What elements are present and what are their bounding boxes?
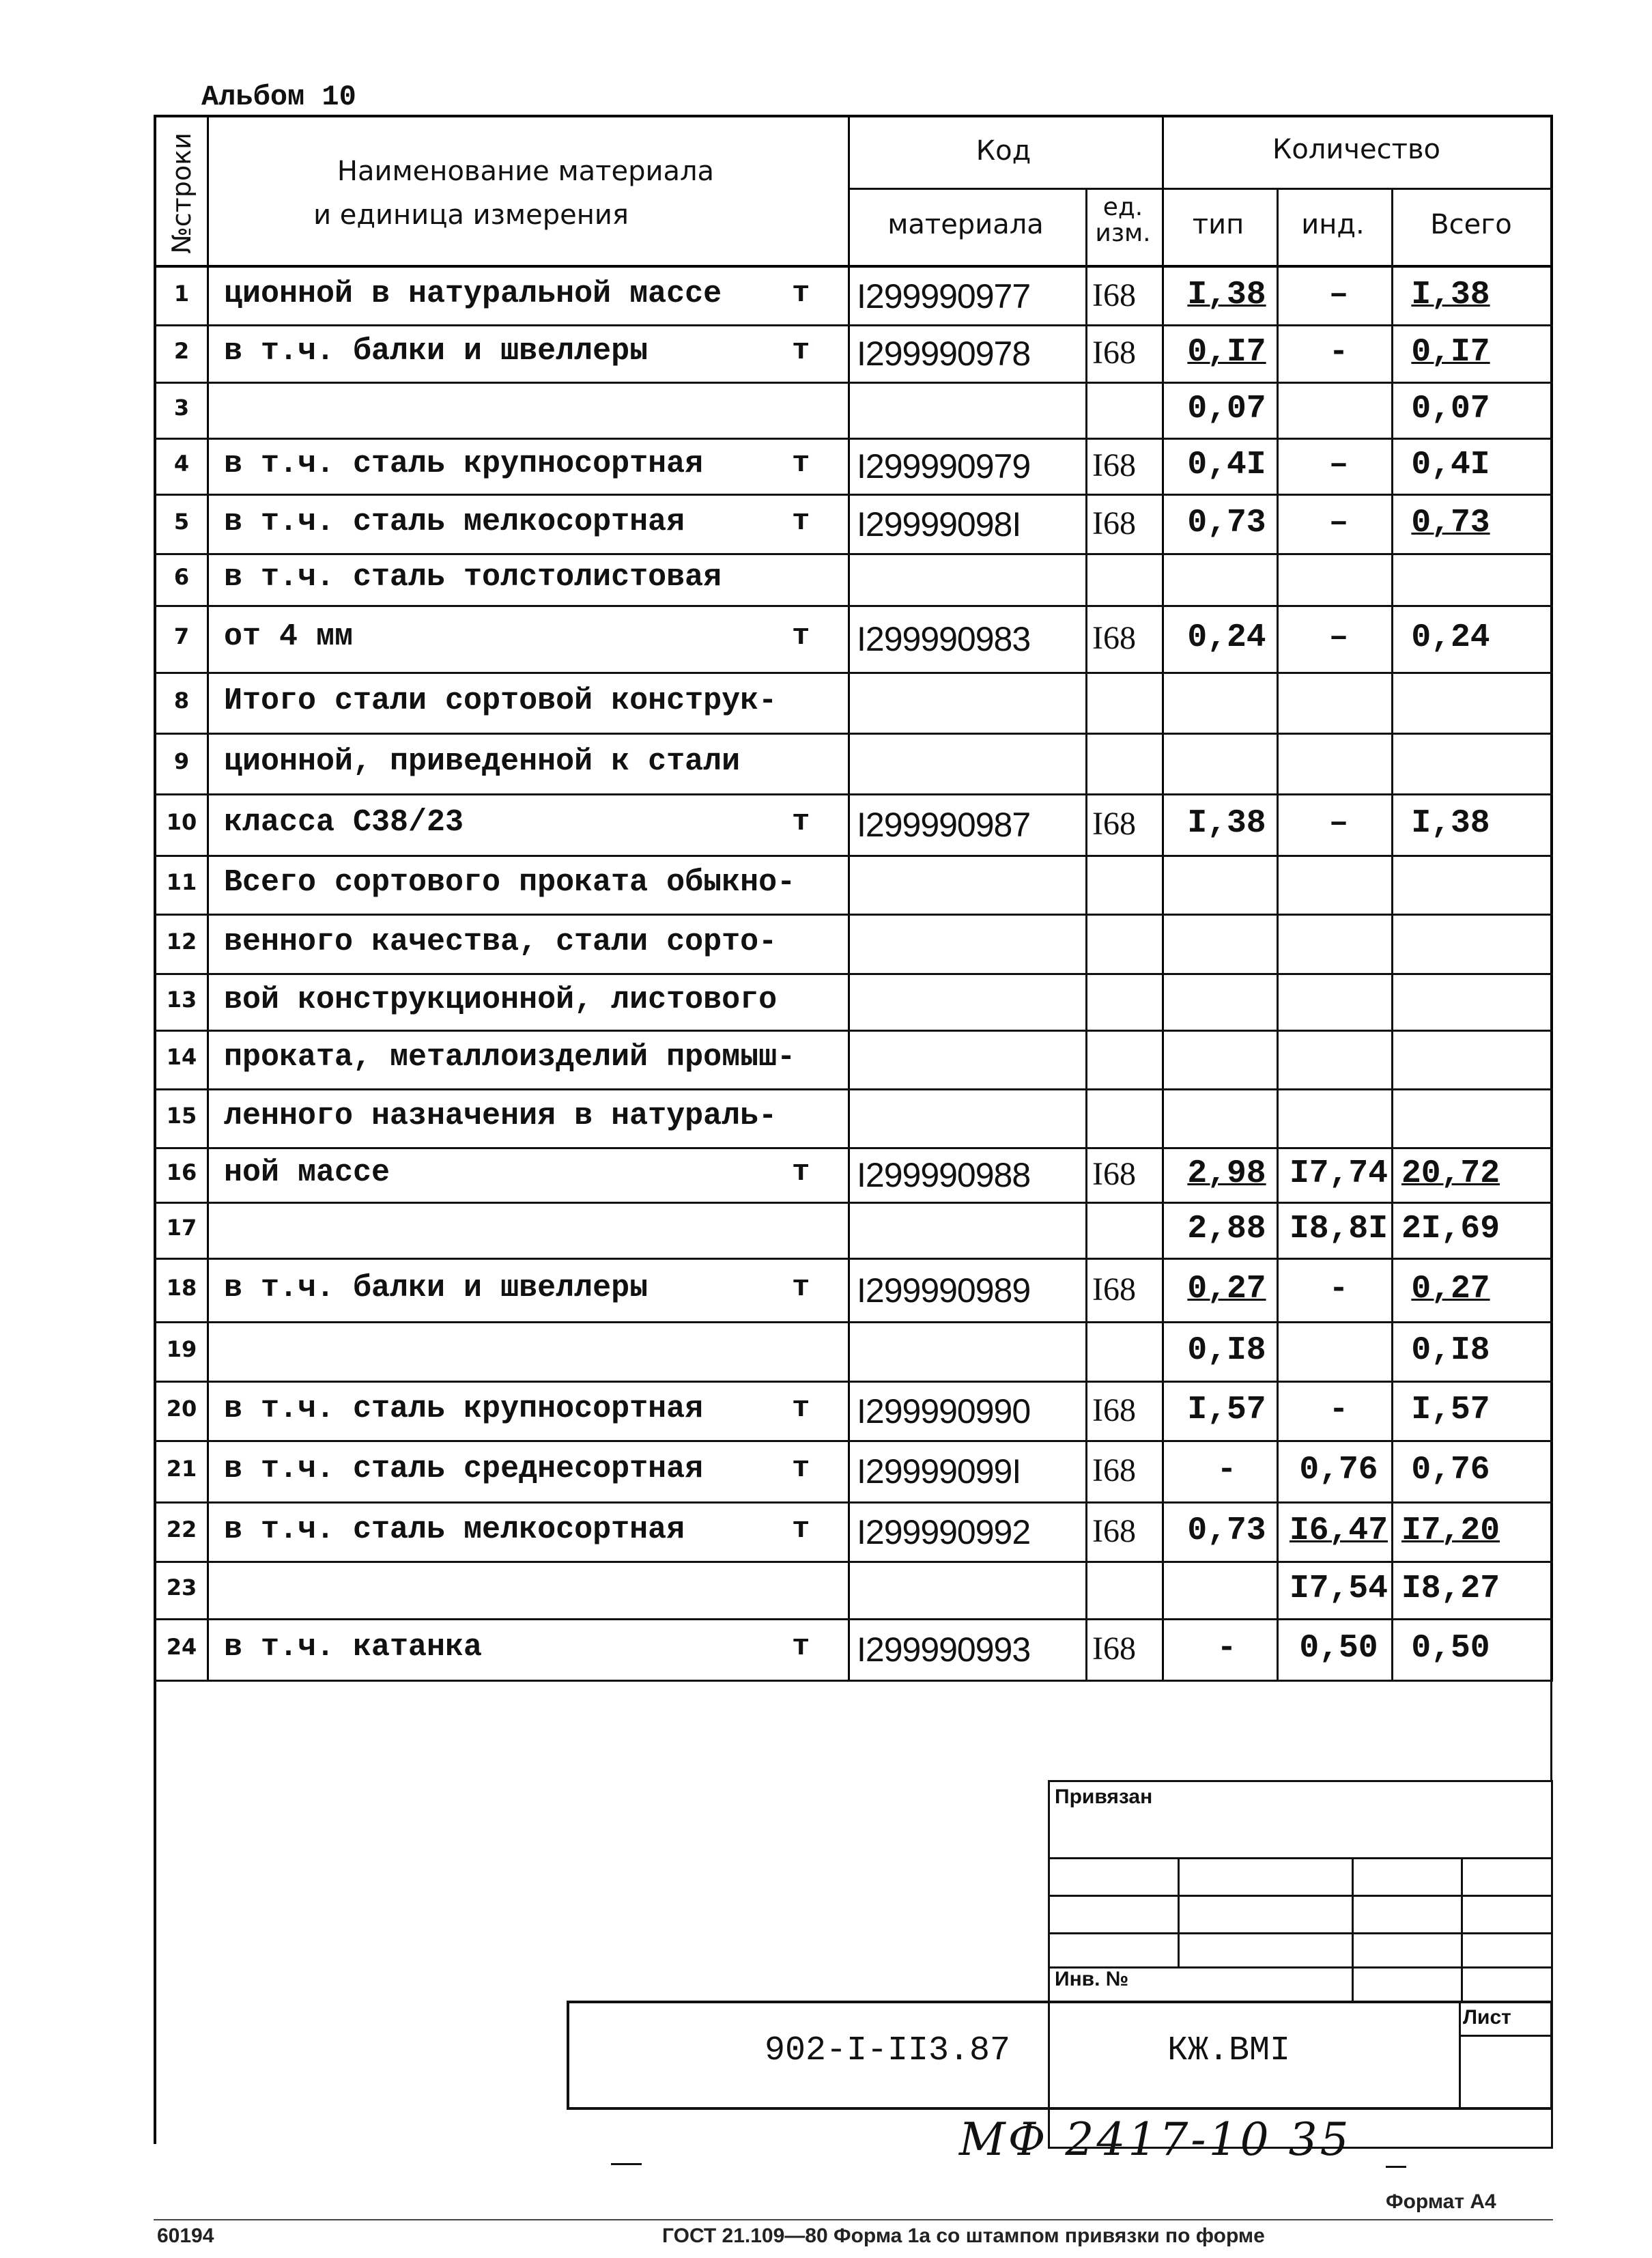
name-header-line1: Наименование материала bbox=[337, 156, 715, 187]
qty-total-value: I,57 bbox=[1411, 1391, 1490, 1428]
qty-tip-value: 0,73 bbox=[1187, 1512, 1266, 1549]
unit-of-measure: т bbox=[792, 447, 810, 481]
qty-ind-value: 0,76 bbox=[1299, 1452, 1378, 1488]
unit-code: I68 bbox=[1092, 1156, 1136, 1192]
qty-ind-value: – bbox=[1328, 619, 1349, 656]
code-unit-header: ед. изм. bbox=[1095, 193, 1151, 247]
row-divider bbox=[154, 733, 1553, 735]
unit-code: I68 bbox=[1092, 335, 1136, 371]
qty-total-value: 20,72 bbox=[1401, 1155, 1500, 1192]
unit-of-measure: т bbox=[792, 619, 810, 653]
material-name: ционной, приведенной к стали bbox=[224, 744, 741, 779]
material-code: I299990988 bbox=[857, 1156, 1031, 1194]
header-bottom-border bbox=[154, 265, 1553, 268]
row-number: 10 bbox=[166, 809, 197, 835]
row-number: 20 bbox=[166, 1395, 197, 1422]
row-number: 18 bbox=[166, 1274, 197, 1301]
document-mark: КЖ.ВМI bbox=[1167, 2031, 1291, 2070]
unit-of-measure: т bbox=[792, 334, 810, 368]
material-code: I29999099I bbox=[857, 1452, 1021, 1491]
qty-total-value: 0,76 bbox=[1411, 1452, 1490, 1488]
unit-code: I68 bbox=[1092, 1271, 1136, 1308]
material-name: в т.ч. сталь мелкосортная bbox=[224, 1512, 685, 1547]
qty-ind-value: - bbox=[1328, 1391, 1349, 1428]
material-code: I299990978 bbox=[857, 335, 1031, 373]
footer-left-code: 60194 bbox=[157, 2225, 214, 2247]
material-code: I299990987 bbox=[857, 806, 1031, 844]
unit-code: I68 bbox=[1092, 1631, 1136, 1667]
material-name: от 4 мм bbox=[224, 619, 354, 654]
qty-ind-header: инд. bbox=[1301, 209, 1365, 240]
document-number: 902-I-II3.87 bbox=[765, 2031, 1011, 2070]
qty-ind-value: – bbox=[1328, 447, 1349, 483]
row-number: 3 bbox=[173, 395, 190, 421]
row-divider bbox=[154, 1088, 1553, 1090]
material-name: ной массе bbox=[224, 1155, 390, 1190]
row-number: 14 bbox=[166, 1044, 197, 1070]
unit-of-measure: т bbox=[792, 504, 810, 539]
qty-tip-value: 0,73 bbox=[1187, 504, 1266, 541]
unit-code: I68 bbox=[1092, 620, 1136, 656]
row-number: 13 bbox=[166, 986, 197, 1013]
column-divider bbox=[207, 115, 209, 1680]
unit-of-measure: т bbox=[792, 1155, 810, 1189]
row-number: 2 bbox=[173, 338, 190, 364]
qty-ind-value: – bbox=[1328, 504, 1349, 541]
row-number: 12 bbox=[166, 928, 197, 955]
table-right-border-lower bbox=[1550, 1680, 1552, 1780]
qty-ind-value: – bbox=[1328, 805, 1349, 842]
row-divider bbox=[154, 793, 1553, 795]
qty-ind-value: I7,74 bbox=[1289, 1155, 1388, 1192]
bound-label: Привязан bbox=[1055, 1786, 1153, 1808]
row-number: 19 bbox=[166, 1336, 197, 1362]
title-block bbox=[567, 2001, 1553, 2110]
inventory-number-label: Инв. № bbox=[1055, 1968, 1129, 1990]
row-divider bbox=[154, 1618, 1553, 1620]
unit-of-measure: т bbox=[792, 276, 810, 311]
unit-code: I68 bbox=[1092, 1512, 1136, 1549]
format-label: Формат А4 bbox=[1386, 2190, 1496, 2213]
material-name: в т.ч. сталь крупносортная bbox=[224, 1391, 704, 1426]
code-material-header: материала bbox=[887, 209, 1044, 240]
qty-tip-value: 0,27 bbox=[1187, 1270, 1266, 1308]
qty-tip-value: 0,24 bbox=[1187, 619, 1266, 656]
material-name: венного качества, стали сорто- bbox=[224, 924, 778, 959]
row-divider bbox=[154, 1381, 1553, 1383]
row-divider bbox=[154, 973, 1553, 975]
handwritten-archive-number: МФ 2417-10 35 bbox=[959, 2113, 1352, 2166]
qty-tip-value: - bbox=[1216, 1630, 1237, 1667]
material-code: I299990983 bbox=[857, 620, 1031, 658]
material-name: в т.ч. балки и швеллеры bbox=[224, 1270, 649, 1306]
column-divider bbox=[1085, 188, 1087, 1680]
qty-total-value: I,38 bbox=[1411, 805, 1490, 842]
row-number: 9 bbox=[173, 748, 190, 774]
row-divider bbox=[154, 1147, 1553, 1149]
material-name: вой конструкционной, листового bbox=[224, 982, 778, 1017]
qty-tip-value: 0,I8 bbox=[1187, 1331, 1266, 1369]
column-divider bbox=[1162, 115, 1164, 1680]
material-name: класса С38/23 bbox=[224, 805, 464, 840]
qty-total-value: 0,50 bbox=[1411, 1630, 1490, 1667]
table-top-border bbox=[154, 115, 1553, 117]
unit-of-measure: т bbox=[792, 1270, 810, 1305]
material-code: I299990977 bbox=[857, 277, 1031, 315]
row-divider bbox=[154, 438, 1553, 440]
row-divider bbox=[154, 914, 1553, 916]
unit-code: I68 bbox=[1092, 505, 1136, 541]
row-number: 11 bbox=[166, 869, 197, 895]
qty-tip-value: 0,4I bbox=[1187, 447, 1266, 483]
material-name: в т.ч. катанка bbox=[224, 1630, 483, 1665]
qty-tip-value: 2,98 bbox=[1187, 1155, 1266, 1192]
name-header-line2: и единица измерения bbox=[313, 199, 629, 231]
qty-ind-value: - bbox=[1328, 1270, 1349, 1308]
row-divider bbox=[154, 324, 1553, 326]
row-number: 22 bbox=[166, 1516, 197, 1542]
material-code: I299990990 bbox=[857, 1392, 1031, 1430]
unit-code: I68 bbox=[1092, 1452, 1136, 1488]
unit-code: I68 bbox=[1092, 1392, 1136, 1428]
column-divider bbox=[848, 115, 850, 1680]
row-divider bbox=[154, 1440, 1553, 1442]
material-name: в т.ч. сталь крупносортная bbox=[224, 447, 704, 481]
material-code: I299990993 bbox=[857, 1631, 1031, 1669]
row-divider bbox=[154, 855, 1553, 857]
unit-of-measure: т bbox=[792, 1630, 810, 1664]
row-number: 5 bbox=[173, 508, 190, 535]
row-divider bbox=[154, 1321, 1553, 1323]
row-divider bbox=[154, 1202, 1553, 1204]
qty-ind-value: I7,54 bbox=[1289, 1570, 1388, 1607]
qty-ind-value: I6,47 bbox=[1289, 1512, 1388, 1549]
album-label: Альбом 10 bbox=[201, 81, 356, 113]
row-number: 6 bbox=[173, 564, 190, 590]
unit-code: I68 bbox=[1092, 806, 1136, 842]
table-right-border bbox=[1550, 115, 1553, 1680]
qty-ind-value: – bbox=[1328, 276, 1349, 313]
quantity-header: Количество bbox=[1272, 134, 1440, 165]
row-divider bbox=[154, 494, 1553, 496]
row-divider bbox=[154, 382, 1553, 384]
material-name: в т.ч. балки и швеллеры bbox=[224, 334, 649, 369]
row-number-header: №строки bbox=[167, 132, 197, 254]
qty-total-value: 2I,69 bbox=[1401, 1211, 1500, 1247]
qty-tip-value: - bbox=[1216, 1452, 1237, 1488]
qty-total-value: I8,27 bbox=[1401, 1570, 1500, 1607]
qty-total-value: I7,20 bbox=[1401, 1512, 1500, 1549]
material-code: I299990992 bbox=[857, 1512, 1031, 1551]
row-divider bbox=[154, 1561, 1553, 1563]
row-number: 16 bbox=[166, 1159, 197, 1185]
qty-tip-value: I,38 bbox=[1187, 805, 1266, 842]
unit-of-measure: т bbox=[792, 1391, 810, 1426]
row-divider bbox=[154, 553, 1553, 555]
qty-ind-value: - bbox=[1328, 334, 1349, 371]
qty-total-header: Всего bbox=[1430, 209, 1512, 240]
qty-tip-value: 2,88 bbox=[1187, 1211, 1266, 1247]
row-number: 1 bbox=[173, 280, 190, 307]
qty-total-value: 0,73 bbox=[1411, 504, 1490, 541]
material-code: I299990979 bbox=[857, 447, 1031, 485]
material-name: в т.ч. сталь среднесортная bbox=[224, 1452, 704, 1486]
unit-of-measure: т bbox=[792, 1512, 810, 1547]
material-name: ционной в натуральной массе bbox=[224, 276, 722, 311]
material-name: в т.ч. сталь толстолистовая bbox=[224, 560, 722, 595]
row-divider bbox=[154, 1258, 1553, 1260]
qty-tip-value: 0,07 bbox=[1187, 391, 1266, 427]
material-code: I29999098I bbox=[857, 505, 1021, 544]
material-name: Итого стали сортовой конструк- bbox=[224, 683, 778, 718]
column-divider bbox=[1391, 188, 1393, 1680]
qty-ind-value: I8,8I bbox=[1289, 1211, 1388, 1247]
qty-total-value: 0,I7 bbox=[1411, 334, 1490, 371]
unit-code: I68 bbox=[1092, 277, 1136, 313]
qty-total-value: 0,4I bbox=[1411, 447, 1490, 483]
code-header: Код bbox=[975, 135, 1031, 167]
qty-tip-value: I,38 bbox=[1187, 276, 1266, 313]
row-number: 7 bbox=[173, 623, 190, 649]
unit-code: I68 bbox=[1092, 447, 1136, 483]
row-number: 8 bbox=[173, 687, 190, 714]
row-divider bbox=[154, 605, 1553, 607]
unit-of-measure: т bbox=[792, 1452, 810, 1486]
header-subdivider bbox=[848, 188, 1553, 190]
material-name: в т.ч. сталь мелкосортная bbox=[224, 504, 685, 539]
sheet-label: Лист bbox=[1463, 2006, 1511, 2029]
row-number: 4 bbox=[173, 451, 190, 477]
row-number: 23 bbox=[166, 1575, 197, 1600]
qty-ind-value: 0,50 bbox=[1299, 1630, 1378, 1667]
row-number: 17 bbox=[166, 1215, 197, 1241]
row-divider bbox=[154, 1680, 1553, 1682]
row-number: 24 bbox=[166, 1634, 197, 1660]
qty-tip-value: I,57 bbox=[1187, 1391, 1266, 1428]
qty-total-value: 0,I8 bbox=[1411, 1331, 1490, 1369]
gost-note: ГОСТ 21.109—80 Форма 1а со штампом привязки по форме bbox=[662, 2225, 1265, 2247]
material-name: Всего сортового проката обыкно- bbox=[224, 865, 796, 900]
row-divider bbox=[154, 1030, 1553, 1032]
qty-total-value: 0,07 bbox=[1411, 391, 1490, 427]
row-divider bbox=[154, 672, 1553, 674]
qty-tip-header: тип bbox=[1192, 209, 1244, 240]
material-name: проката, металлоизделий промыш- bbox=[224, 1040, 796, 1075]
qty-total-value: 0,27 bbox=[1411, 1270, 1490, 1308]
qty-total-value: I,38 bbox=[1411, 276, 1490, 313]
material-name: ленного назначения в натураль- bbox=[224, 1099, 778, 1133]
material-code: I299990989 bbox=[857, 1271, 1031, 1310]
unit-of-measure: т bbox=[792, 805, 810, 839]
row-number: 21 bbox=[166, 1456, 197, 1482]
qty-total-value: 0,24 bbox=[1411, 619, 1490, 656]
row-divider bbox=[154, 1501, 1553, 1504]
row-number: 15 bbox=[166, 1103, 197, 1129]
qty-tip-value: 0,I7 bbox=[1187, 334, 1266, 371]
